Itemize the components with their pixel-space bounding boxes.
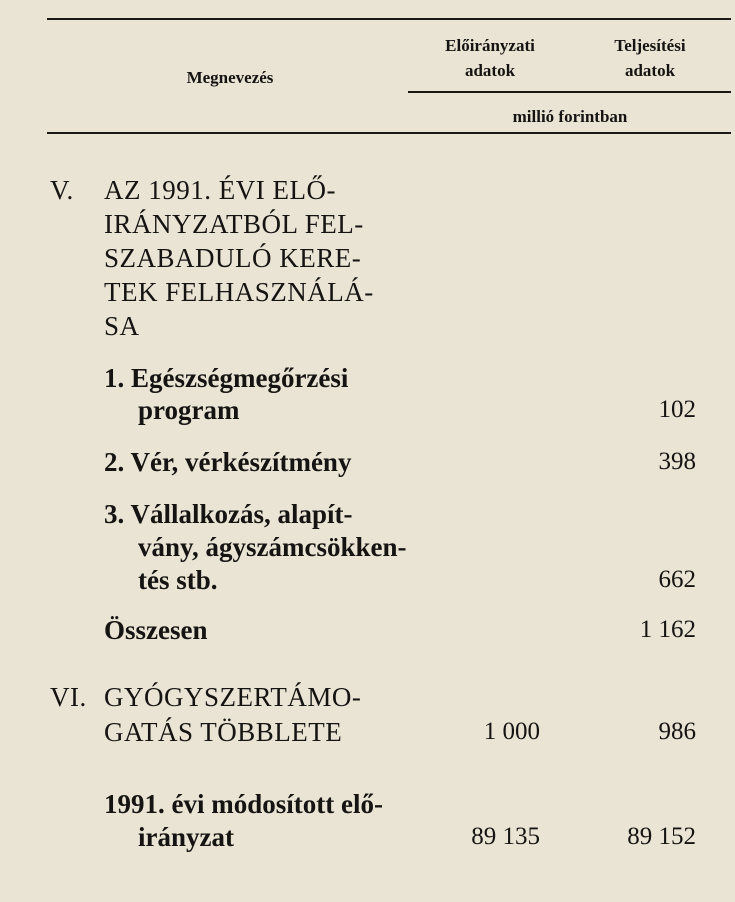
section-vi-title-line1: GYÓGYSZERTÁMO- xyxy=(104,682,362,712)
item-3-label-line3: tés stb. xyxy=(138,565,218,595)
item-1-label-line1: 1. Egészségmegőrzési xyxy=(104,363,349,393)
modified-label-line1: 1991. évi módosított elő- xyxy=(104,789,383,819)
item-3-label-line1: 3. Vállalkozás, alapít- xyxy=(104,499,353,529)
column-header-planned-line1: Előirányzati xyxy=(445,36,535,55)
section-vi-numeral: VI. xyxy=(50,682,87,712)
item-1-label-line2: program xyxy=(138,395,240,425)
section-v-total-actual: 1 162 xyxy=(639,616,696,643)
column-header-actual-line2: adatok xyxy=(624,61,676,80)
modified-planned-value: 89 135 xyxy=(471,823,540,850)
modified-actual-value: 89 152 xyxy=(627,823,696,850)
section-v-numeral: V. xyxy=(50,175,74,205)
item-1-actual-value: 102 xyxy=(658,396,696,423)
column-header-name: Megnevezés xyxy=(186,68,274,87)
section-v-title-line1: AZ 1991. ÉVI ELŐ- xyxy=(104,175,336,205)
section-v-title-line5: SA xyxy=(104,311,140,341)
item-2-actual-value: 398 xyxy=(658,448,696,475)
item-3-label-line2: vány, ágyszámcsökken- xyxy=(138,532,407,562)
item-2-label: 2. Vér, vérkészítmény xyxy=(104,447,352,477)
item-3-actual-value: 662 xyxy=(658,566,696,593)
top-rule xyxy=(47,18,731,20)
unit-label: millió forintban xyxy=(512,107,628,126)
section-v-total-label: Összesen xyxy=(104,615,208,645)
section-vi-title-line2: GATÁS TÖBBLETE xyxy=(104,717,343,747)
section-v-title-line3: SZABADULÓ KERE- xyxy=(104,243,362,273)
section-v-title-line4: TEK FELHASZNÁLÁ- xyxy=(104,277,374,307)
column-header-actual-line1: Teljesítési xyxy=(614,36,686,55)
section-vi-planned-value: 1 000 xyxy=(483,718,540,745)
modified-label-line2: irányzat xyxy=(138,822,234,852)
header-bottom-rule xyxy=(47,132,731,134)
header-sub-rule xyxy=(408,91,731,93)
column-header-planned-line2: adatok xyxy=(464,61,516,80)
section-vi-actual-value: 986 xyxy=(658,718,696,745)
section-v-title-line2: IRÁNYZATBÓL FEL- xyxy=(104,209,364,239)
